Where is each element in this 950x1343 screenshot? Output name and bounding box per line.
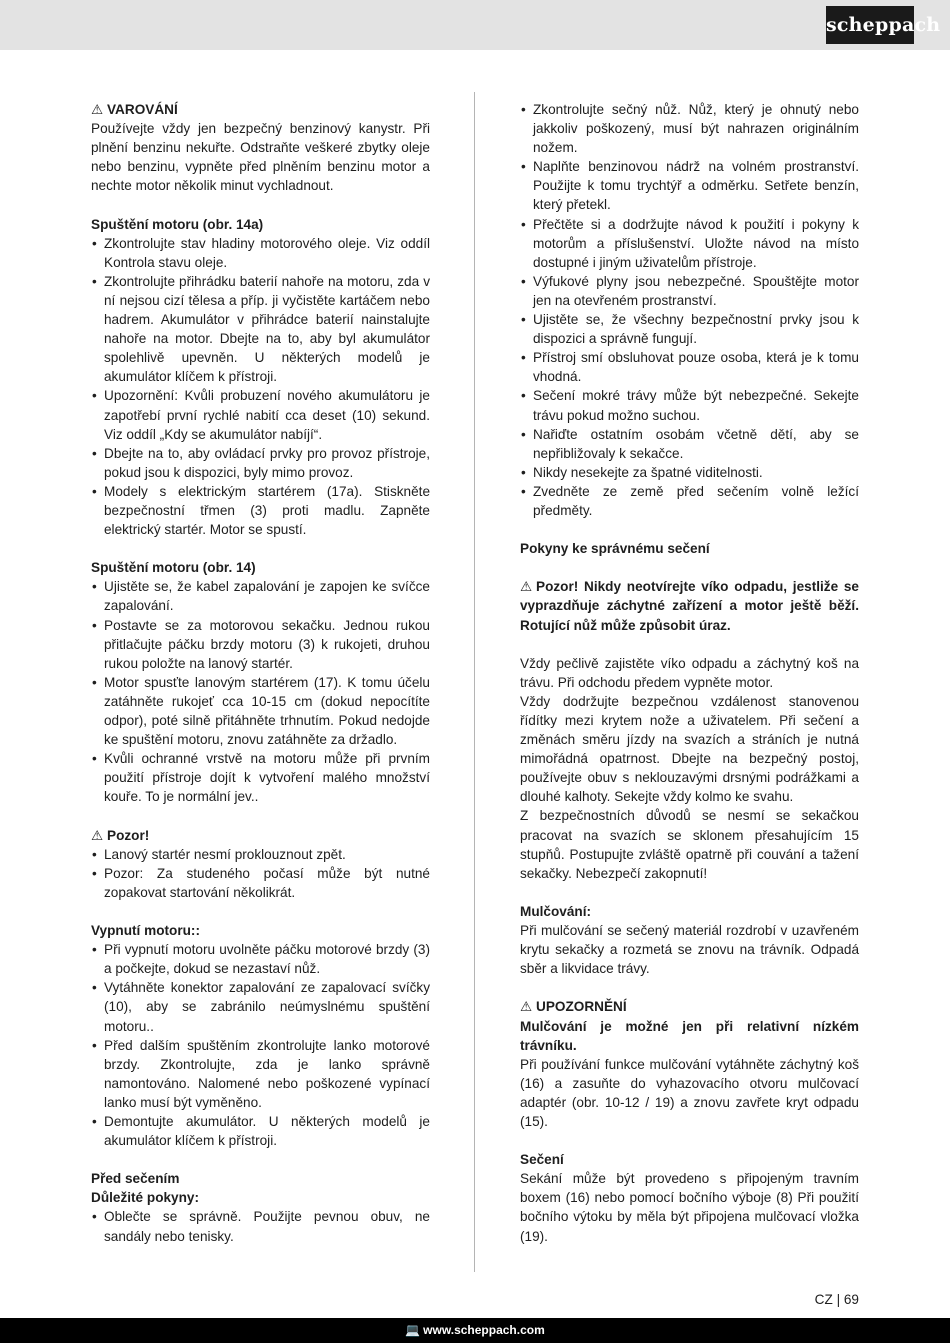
list-item: • Ujistěte se, že kabel zapalování je zapojen ke svíčce zapalování. <box>91 577 430 615</box>
paragraph: Z bezpečnostních důvodů se nesmí se sekačkou pracovat na svazích se sklonem přesahujícím 15 stupňů. Postupujte zvláště opatrně při couvání a tažení sekačky. Nebezpečí zakopnutí! <box>520 808 859 881</box>
proper-warning <box>520 577 859 634</box>
list-item: • Upozornění: Kvůli probuzení nového akumulátoru je zapotřebí první rychlé nabití cca deset (10) sekund. Viz oddíl „Kdy se akumulátor nabíjí“. <box>91 386 430 443</box>
notice-bold-text: Mulčování je možné jen při relativní nízkém trávníku. <box>520 1018 859 1053</box>
top-bar <box>0 0 950 50</box>
left-column <box>91 100 430 1246</box>
section-subheading-important: Důležité pokyny: <box>91 1190 200 1206</box>
notice-heading <box>520 997 859 1016</box>
list-item: • Přečtěte si a dodržujte návod k použití i pokyny k motorům a příslušenství. Uložte návod na místo dostupné i jiným uživatelům přístroje. <box>520 215 859 272</box>
list-item: • Motor spusťte lanovým startérem (17). K tomu účelu zatáhněte rukojeť cca 10-15 cm (dokud nepocítíte odpor), poté silně přitáhněte trhnutím. Pokud nedojde ke spuštění motoru, znovu zatáhněte za držadlo. <box>91 673 430 749</box>
safety-list <box>520 100 859 520</box>
website-link[interactable]: www.scheppach.com <box>423 1323 545 1337</box>
notice-title: UPOZORNĚNÍ <box>536 999 627 1015</box>
list-item: • Při vypnutí motoru uvolněte páčku motorové brzdy (3) a počkejte, dokud se nezastaví nůž. <box>91 940 430 978</box>
start-14-list <box>91 577 430 806</box>
list-item: • Demontujte akumulátor. U některých modelů je akumulátor klíčem k přístroji. <box>91 1112 430 1150</box>
paragraph: Vždy dodržujte bezpečnou vzdálenost stanovenou řídítky mezi krytem nože a uživatelem. Při sečení a změnách směru jízdy na svazích a stráních je nutná mimořádná opatrnost. Dbejte na bezpečný postoj, používejte obuv s neklouzavými drsnými podrážkami a dlouhé kalhoty. Sekejte vždy kolmo ke svahu. <box>520 693 859 805</box>
proper-warning-text: Pozor! Nikdy neotvírejte víko odpadu, jestliže se vyprazdňuje záchytné zařízení a motor ještě běží. Rotující nůž může způsobit úraz. <box>520 579 859 633</box>
list-item: • Sečení mokré trávy může být nebezpečné. Sekejte trávu pokud možno suchou. <box>520 386 859 424</box>
list-item: • Kvůli ochranné vrstvě na motoru může při prvním použití přístroje dojít k vytvoření malého množství kouře. To je normální jev.. <box>91 749 430 806</box>
footer-bar <box>0 1318 950 1343</box>
column-divider <box>474 92 475 1272</box>
list-item: • Zkontrolujte stav hladiny motorového oleje. Viz oddíl Kontrola stavu oleje. <box>91 234 430 272</box>
list-item: • Zkontrolujte sečný nůž. Nůž, který je ohnutý nebo jakkoliv poškozený, musí být nahrazen originálním nožem. <box>520 100 859 157</box>
list-item: • Zvedněte ze země před sečením volně ležící předměty. <box>520 482 859 520</box>
paragraph: Sekání může být provedeno s připojeným travním boxem (16) nebo pomocí bočního výboje (8) Při použití bočního výtoku by měla být připojena mulčovací vložka (19). <box>520 1171 859 1244</box>
list-item: • Vytáhněte konektor zapalování ze zapalovací svíčky (10), aby se zabránilo neúmyslnému spuštění motoru.. <box>91 978 430 1035</box>
list-item: • Zkontrolujte přihrádku baterií nahoře na motoru, zda v ní nejsou cizí tělesa a příp. ji vyčistěte kartáčem nebo hadrem. Akumulátor v přihrádce baterií nainstalujte nahoře na motor. Dbejte na to, aby byl akumulátor spolehlivě upevněn. U některých modelů je akumulátor klíčem k přístroji. <box>91 272 430 387</box>
list-item: • Naplňte benzinovou nádrž na volném prostranství. Použijte k tomu trychtýř a odměrku. Setřete benzín, který přetekl. <box>520 157 859 214</box>
list-item: • Dbejte na to, aby ovládací prvky pro provoz přístroje, pokud jsou k dispozici, byly mimo provoz. <box>91 444 430 482</box>
warning-icon: ⚠ <box>91 827 104 843</box>
caution-title: Pozor! <box>107 827 150 843</box>
computer-icon: 💻 <box>405 1323 421 1337</box>
warning-heading <box>91 100 430 119</box>
list-item: • Výfukové plyny jsou nebezpečné. Spouštějte motor jen na otevřeném prostranství. <box>520 272 859 310</box>
paragraph: Při používání funkce mulčování vytáhněte záchytný koš (16) a zasuňte do vyhazovacího otvoru mulčovací adaptér (obr. 10-12 / 19) a znovu zavřete kryt odpadu (15). <box>520 1056 859 1129</box>
warning-icon: ⚠ <box>520 579 533 595</box>
warning-icon: ⚠ <box>520 999 533 1015</box>
section-heading-mowing: Sečení <box>520 1152 564 1168</box>
stop-list <box>91 940 430 1150</box>
list-item: • Postavte se za motorovou sekačku. Jednou rukou přitlačujte páčku brzdy motoru (3) k rukojeti, druhou rukou položte na lanový startér. <box>91 616 430 673</box>
caution-list <box>91 845 430 902</box>
list-item: • Oblečte se správně. Použijte pevnou obuv, ne sandály nebo tenisky. <box>91 1207 430 1245</box>
section-heading-before: Před sečením <box>91 1171 180 1187</box>
scheppach-logo: scheppach <box>826 6 914 44</box>
warning-icon: ⚠ <box>91 102 104 117</box>
start-14a-list <box>91 234 430 540</box>
before-list <box>91 1207 430 1245</box>
paragraph: Vždy pečlivě zajistěte víko odpadu a záchytný koš na trávu. Při odchodu předem vypněte motor. <box>520 655 859 690</box>
warning-text: Používejte vždy jen bezpečný benzinový kanystr. Při plnění benzinu nekuřte. Odstraňte veškeré zbytky oleje nebo benzinu, vypněte před plněním benzinu motor a nechte motor několik minut vychladnout. <box>91 121 430 194</box>
paragraph: Při mulčování se sečený materiál rozdrobí v uzavřeném krytu sekačky a rozmetá se znovu na trávník. Odpadá sběr a likvidace trávy. <box>520 923 859 977</box>
warning-title: VAROVÁNÍ <box>107 102 178 117</box>
section-heading-start-14: Spuštění motoru (obr. 14) <box>91 560 256 576</box>
list-item: • Před dalším spuštěním zkontrolujte lanko motorové brzdy. Zkontrolujte, zda je lanko správně namontováno. Nalomené nebo poškozené vypínací lanko musí být vyměněno. <box>91 1036 430 1112</box>
caution-heading <box>91 826 430 845</box>
page-number: CZ | 69 <box>814 1292 859 1307</box>
list-item: • Nikdy nesekejte za špatné viditelnosti. <box>520 463 859 482</box>
section-heading-start-14a: Spuštění motoru (obr. 14a) <box>91 216 264 232</box>
list-item: • Pozor: Za studeného počasí může být nutné zopakovat startování několikrát. <box>91 864 430 902</box>
right-column <box>520 100 859 1246</box>
list-item: • Přístroj smí obsluhovat pouze osoba, která je k tomu vhodná. <box>520 348 859 386</box>
list-item: • Nařiďte ostatním osobám včetně dětí, aby se nepřibližovaly k sekačce. <box>520 425 859 463</box>
section-heading-stop: Vypnutí motoru:: <box>91 923 200 939</box>
list-item: • Ujistěte se, že všechny bezpečnostní prvky jsou k dispozici a správně fungují. <box>520 310 859 348</box>
section-heading-proper-mowing: Pokyny ke správnému sečení <box>520 541 710 557</box>
list-item: • Modely s elektrickým startérem (17a). Stiskněte bezpečnostní třmen (3) proti madlu. Zapněte elektrický startér. Motor se spustí. <box>91 482 430 539</box>
list-item: • Lanový startér nesmí proklouznout zpět. <box>91 845 430 864</box>
section-heading-mulching: Mulčování: <box>520 903 591 919</box>
